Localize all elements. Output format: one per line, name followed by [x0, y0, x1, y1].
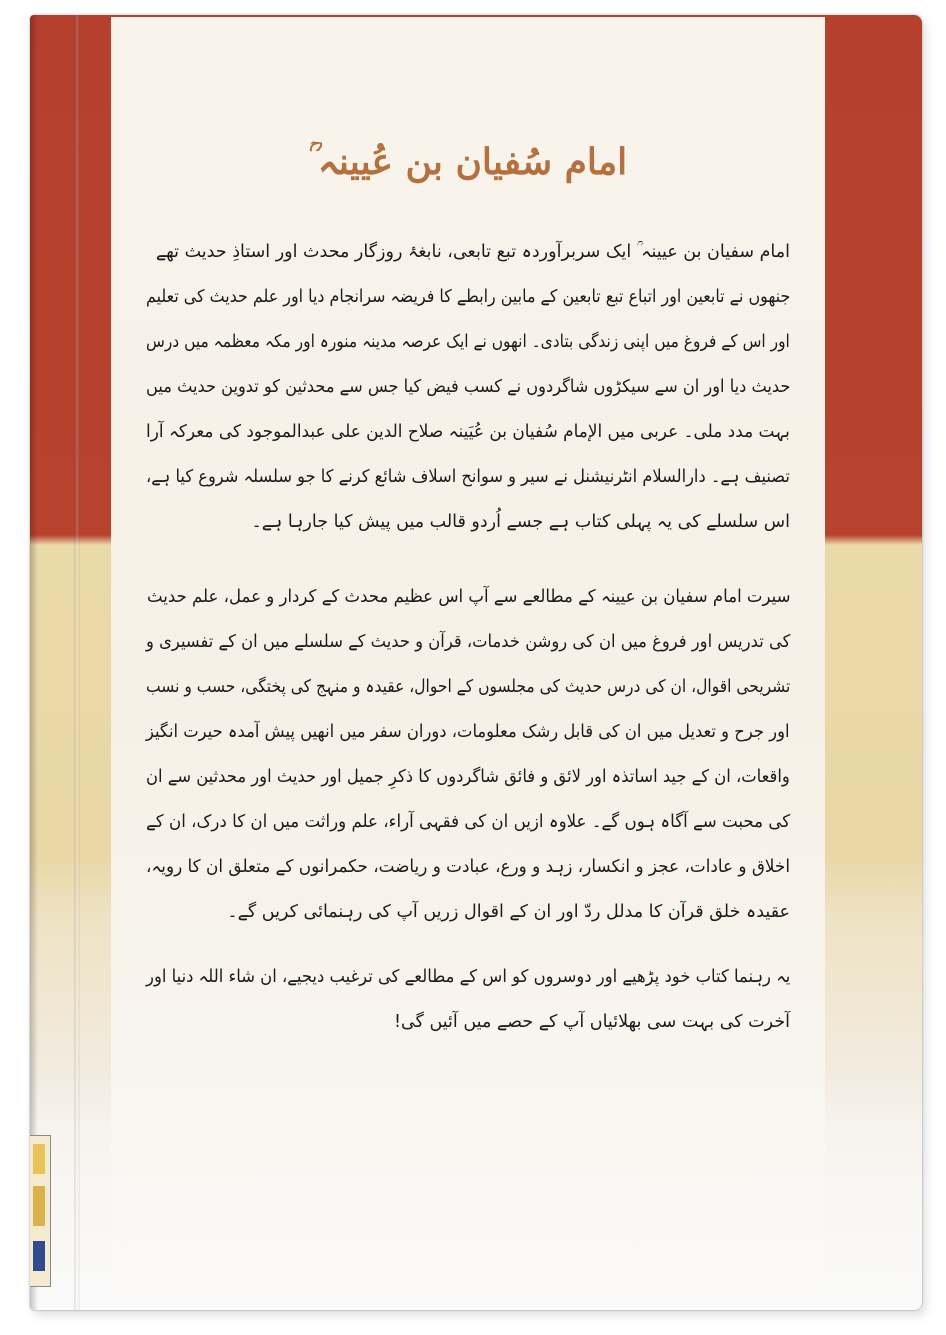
text-line: بہت مدد ملی۔ عربی میں الإمام سُفیان بن عُیَینہ صلاح الدین علی عبدالموجود کی معرکہ آرا — [146, 422, 790, 442]
text-line: امام سفیان بن عیینہ ؒ ایک سربرآوردہ تبع تابعی، نابغۂ روزگار محدث اور استاذِ حدیث تھے — [155, 242, 790, 262]
text-line: اور اس کے فروغ میں اپنی زندگی بتادی۔ انھوں نے ایک عرصہ مدینہ منورہ اور مکہ معظمہ میں درس — [146, 332, 790, 352]
sticker-stripe — [33, 1186, 45, 1226]
spine-edge — [30, 15, 38, 1310]
text-line: اخلاق و عادات، عجز و انکسار، زہد و ورع، عبادت و ریاضت، حکمرانوں کے متعلق ان کا رویہ، — [145, 857, 790, 877]
text-panel — [111, 17, 825, 1305]
paragraph-closing — [146, 967, 790, 1057]
book-title: امام سُفیان بن عُیینہ ؒ — [308, 141, 628, 183]
text-line: واقعات، ان کے جید اساتذہ اور لائق و فائق شاگردوں کا ذکرِ جمیل اور حدیث اور محدثین سے ان — [146, 767, 790, 787]
sticker-stripe — [33, 1144, 45, 1174]
text-line: تصنیف ہے۔ دارالسلام انٹرنیشنل نے سیر و سوانح اسلاف شائع کرنے کا جو سلسلہ شروع کیا ہے، — [146, 467, 790, 487]
cover-hinge — [74, 15, 80, 1310]
text-line: یہ رہنما کتاب خود پڑھیے اور دوسروں کو اس کے مطالعے کی ترغیب دیجیے، ان شاء اللہ دنیا اور — [145, 967, 790, 987]
paragraph-intro — [146, 242, 790, 572]
text-line: سیرت امام سفیان بن عیینہ کے مطالعے سے آپ اس عظیم محدث کے کردار و عمل، علم حدیث — [146, 587, 790, 607]
text-line: اس سلسلے کی یہ پہلی کتاب ہے جسے اُردو قالب میں پیش کیا جارہا ہے۔ — [251, 512, 790, 532]
sticker-stripe — [33, 1241, 45, 1271]
price-sticker — [30, 1135, 51, 1287]
text-line: کی محبت سے آگاہ ہوں گے۔ علاوہ ازیں ان کی فقہی آراء، علم وراثت میں ان کا درک، ان کے — [145, 812, 790, 832]
paragraph-contents — [146, 587, 790, 957]
book-back-cover — [30, 15, 922, 1310]
text-line: کی تدریس اور فروغ میں ان کی روشن خدمات، قرآن و حدیث کے سلسلے میں ان کے تفسیری و — [145, 632, 790, 652]
text-line: جنھوں نے تابعین اور اتباع تبع تابعین کے مابین رابطے کا فریضہ سرانجام دیا اور علم حدیث کی تعلیم — [145, 287, 790, 307]
text-line: حدیث دیا اور ان سے سیکڑوں شاگردوں نے کسب فیض کیا جس سے محدثین کو تدوین حدیث میں — [145, 377, 790, 397]
text-line: اور جرح و تعدیل میں ان کی قابل رشک معلومات، دوران سفر میں انھیں پیش آمدہ حیرت انگیز — [146, 722, 790, 742]
text-line: عقیدہ خلق قرآن کا مدلل ردّ اور ان کے اقوال زریں آپ کی رہنمائی کریں گے۔ — [227, 902, 790, 922]
text-line: آخرت کی بہت سی بھلائیاں آپ کے حصے میں آئیں گی! — [393, 1012, 790, 1032]
text-line: تشریحی اقوال، ان کی درس حدیث کی مجلسوں کے احوال، عقیدہ و منہج کی پختگی، حسب و نسب — [145, 677, 790, 697]
